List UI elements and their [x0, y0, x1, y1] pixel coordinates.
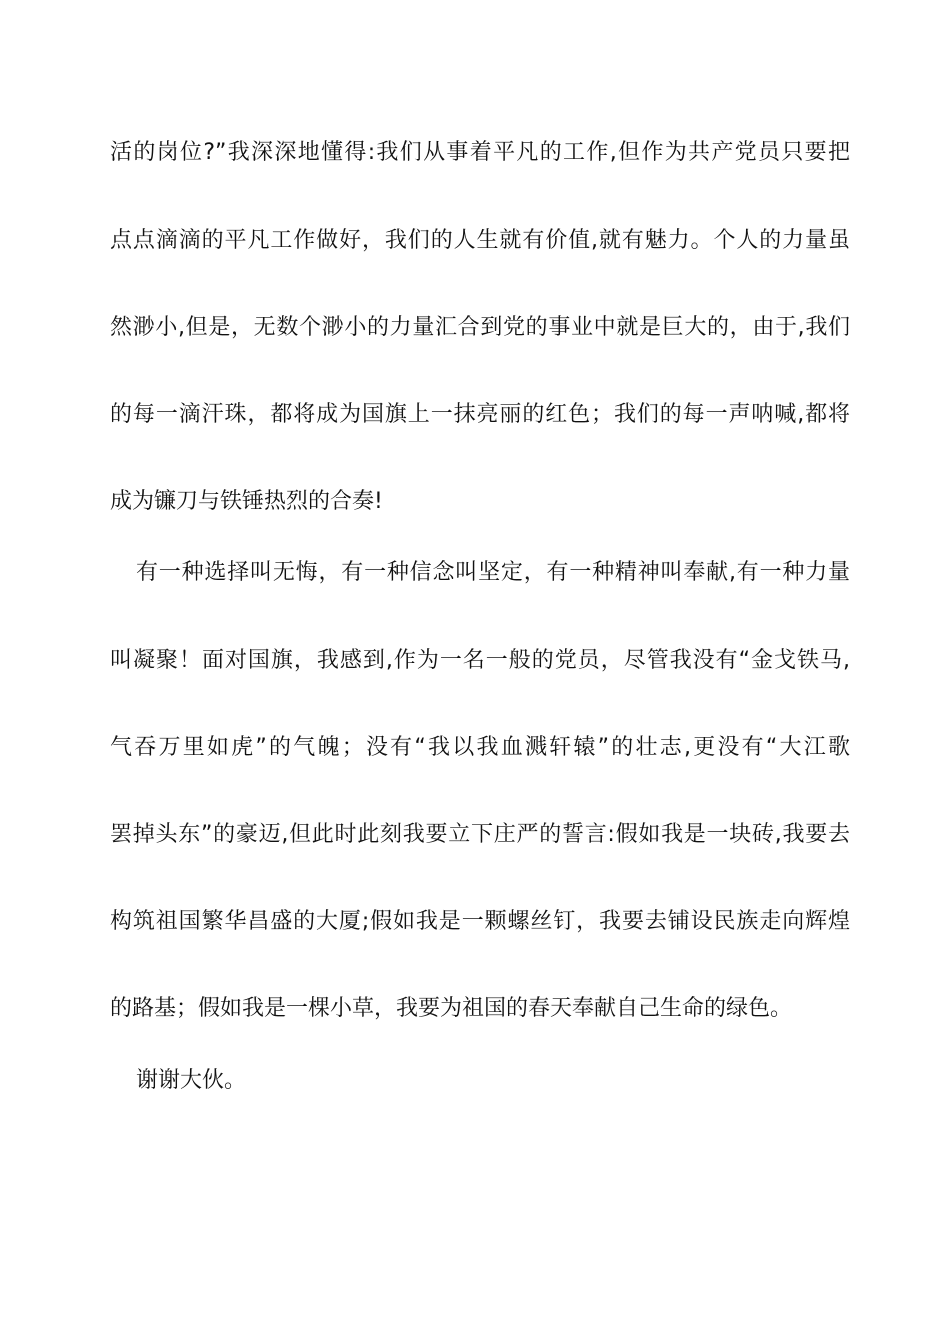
text-line-7: 叫凝聚！面对国旗，我感到,作为一名一般的党员，尽管我没有“金戈铁马,: [110, 648, 850, 673]
closing-line: 谢谢大伙。: [136, 1068, 247, 1093]
text-line-10: 构筑祖国繁华昌盛的大厦;假如我是一颗螺丝钉，我要去铺设民族走向辉煌: [110, 909, 850, 934]
text-line-2: 点点滴滴的平凡工作做好，我们的人生就有价值,就有魅力。个人的力量虽: [110, 228, 850, 253]
text-line-6: 有一种选择叫无悔，有一种信念叫坚定，有一种精神叫奉献,有一种力量: [136, 560, 850, 585]
text-line-11: 的路基；假如我是一棵小草，我要为祖国的春天奉献自己生命的绿色。: [110, 996, 793, 1021]
text-line-3: 然渺小,但是，无数个渺小的力量汇合到党的事业中就是巨大的，由于,我们: [110, 315, 850, 340]
text-line-1: 活的岗位?”我深深地懂得:我们从事着平凡的工作,但作为共产党员只要把: [110, 140, 850, 165]
text-line-5: 成为镰刀与铁锤热烈的合奏!: [110, 489, 383, 514]
text-line-8: 气吞万里如虎”的气魄；没有“我以我血溅轩辕”的壮志,更没有“大江歌: [110, 735, 850, 760]
text-line-9: 罢掉头东”的豪迈,但此时此刻我要立下庄严的誓言:假如我是一块砖,我要去: [110, 822, 850, 847]
text-line-4: 的每一滴汗珠，都将成为国旗上一抹亮丽的红色；我们的每一声呐喊,都将: [110, 402, 850, 427]
